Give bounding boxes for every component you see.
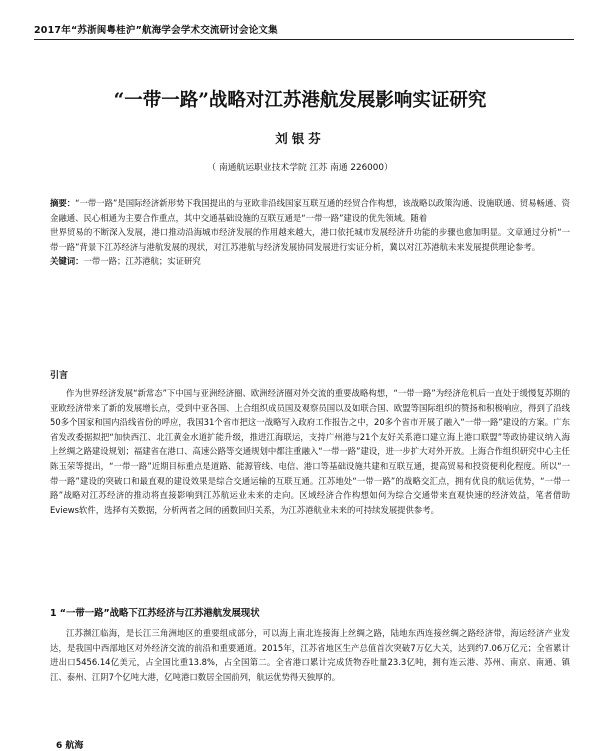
author-name: 刘银芬 <box>275 131 325 146</box>
abstract-label: 摘要： <box>50 198 76 208</box>
abstract-block <box>50 196 570 269</box>
author-affiliation: （ 南通航运职业技术学院 江苏 南通 226000） <box>207 163 393 173</box>
keywords-line <box>50 254 570 269</box>
intro-paragraph: 作为世界经济发展“新常态”下中国与亚洲经济圈、欧洲经济圈对外交流的重要战略构想，“一带一路”为经济危机后一直处于缓慢复苏期的亚欧经济带来了新的发展增长点，受到中亚各国、上合组织成员国及观察员国以及如联合国、欧盟等国际组织的赞扬和积极响应，得到了沿线50多个国家和国内沿线省份的呼应，我国31个省市把这一战略写入政府工作报告之中，20多个省市开展了融入“一带一路”建设的方案。广东省发改委据拟把“加快西江、北江黄金水道扩能升级，推进江海联运，支持广州港与21个友好关系港口建立海上港口联盟”等政协建议纳入海上丝绸之路建设规划；福建省在港口、高速公路等交通规划中都注重融入“一带一路”建设，进一步扩大对外开放。上海合作组织研究中心主任陈玉荣等提出，“一带一路”近期目标重点是道路、能源管线、电信、港口等基础设施共建和互联互通，提高贸易和投资便利化程度。所以“一带一路”建设的突破口和最直观的建设效果是综合交通运输的互联互通。江苏地处“一带一路”的战略交汇点，拥有优良的航运优势，“一带一路”战略对江苏经济的推动将直接影响到江苏航运业未来的走向。区域经济合作构想如何为综合交通带来直观快速的经济效益，笔者借助Eviews软件，选择有关数据，分析两者之间的函数回归关系，为江苏港航业未来的可持续发展提供参考。 <box>50 388 570 515</box>
abstract-paragraph <box>50 196 570 225</box>
page-footer: 6 航海 <box>56 741 84 751</box>
keywords-label: 关键词： <box>50 256 84 267</box>
paper-title: “一带一路”战略对江苏港航发展影响实证研究 <box>113 90 487 111</box>
abstract-text-1: “一带一路”是国际经济新形势下我国提出的与亚欧非沿线国家互联互通的经贸合作构想，该战略以政策沟通、设施联通、贸易畅通、资金融通、民心相通为主要合作重点，其中交通基础设施的互联互通是“一带一路”建设的优先领域。随着 <box>50 198 570 223</box>
keywords-text: 一带一路；江苏港航；实证研究 <box>83 256 201 267</box>
section-1-heading: 1 “一带一路”战略下江苏经济与江苏港航发展现状 <box>50 608 260 619</box>
abstract-text-2: 世界贸易的不断深入发展，港口推动沿海城市经济发展的作用越来越大，港口依托城市发展经济升功能的步骤也愈加明显。文章通过分析“一带一路”背景下江苏经济与港航发展的现状，对江苏港航与经济发展协同发展进行实证分析，冀以对江苏港航未来发展提供理论参考。 <box>50 227 570 252</box>
section-1-paragraph: 江苏濒江临海，是长江三角洲地区的重要组成部分，可以海上南北连接海上丝绸之路，陆地东西连接丝绸之路经济带，海运经济产业发达，是我国中西部地区对外经济交流的前沿和重要通道。2015年，江苏省地区生产总值首次突破7万亿大关，达到约7.06万亿元；全省累计进出口5456.14亿美元，占全国比重13.8%，占全国第二。全省港口累计完成货物吞吐量23.3亿吨，拥有连云港、苏州、南京、南通、镇江、泰州、江阴7个亿吨大港，亿吨港口数居全国前列，航运优势得天独厚的。 <box>50 628 570 682</box>
running-header: 2017年“苏浙闽粤桂沪”航海学会学术交流研讨会论文集 <box>34 22 574 40</box>
intro-heading: 引言 <box>50 371 69 381</box>
